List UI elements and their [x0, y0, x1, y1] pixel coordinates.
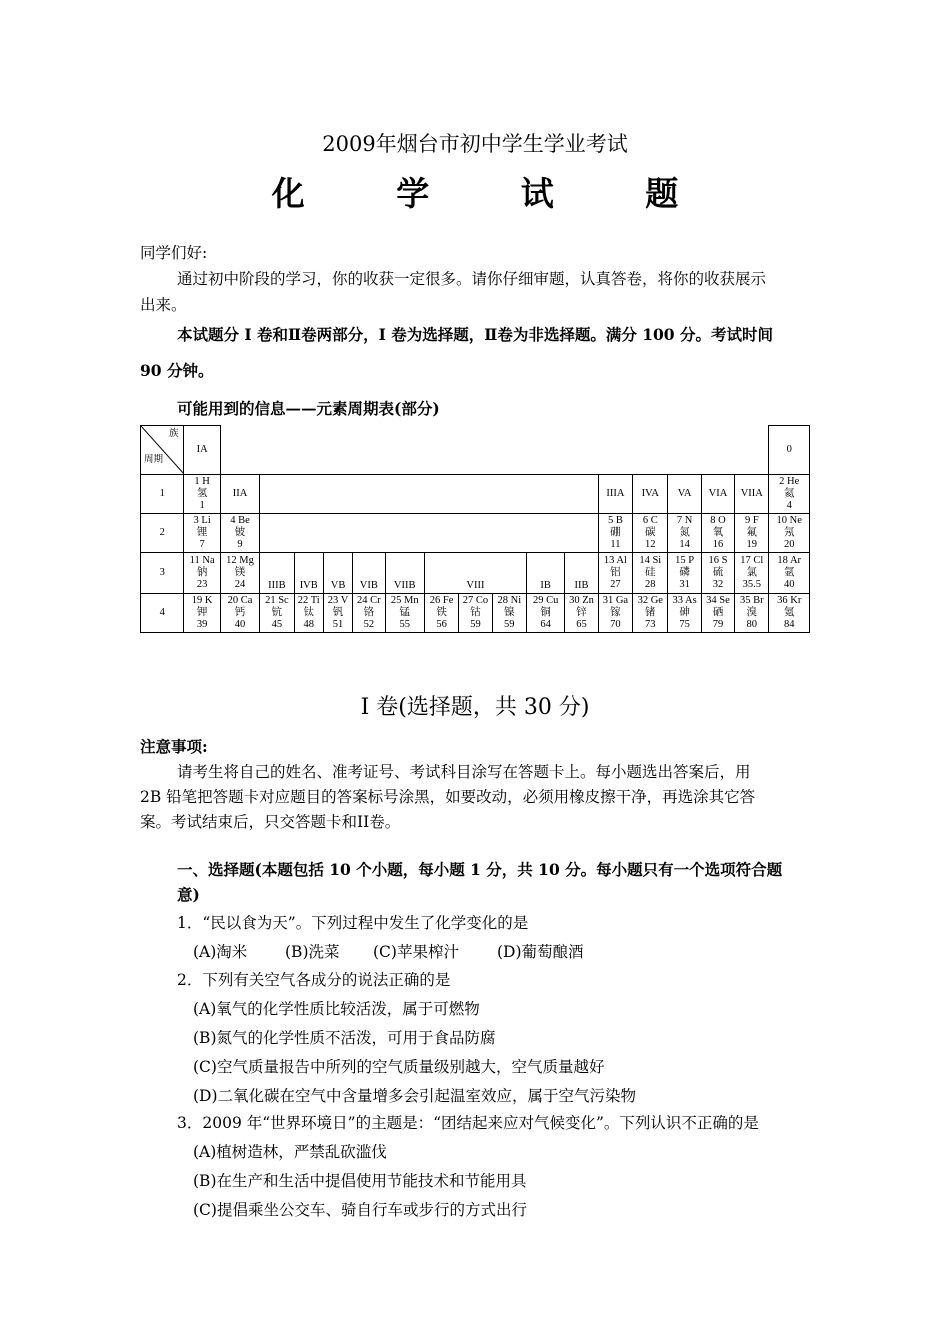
element-Se: 34 Se 硒 79 — [701, 594, 734, 633]
intro-paragraph-1-cont: 出来。 — [140, 296, 187, 314]
group-label-VIII: VIII — [424, 553, 526, 594]
element-Kr: 36 Kr 氪 84 — [769, 594, 810, 633]
period-3-label: 3 — [141, 553, 184, 594]
notice-heading: 注意事项: — [140, 737, 208, 756]
element-Ge: 32 Ge 锗 73 — [633, 594, 668, 633]
question-2-stem: 2．下列有关空气各成分的说法正确的是 — [177, 971, 451, 989]
element-He: 2 He 氦 4 — [769, 475, 810, 514]
element-Mn: 25 Mn 锰 55 — [385, 594, 424, 633]
exam-title: 2009年烟台市初中学生学业考试 — [322, 132, 628, 156]
question-1-option-b: (B)洗菜 — [285, 943, 340, 961]
periodic-table — [140, 425, 810, 633]
group-label-IIB: IIB — [565, 553, 598, 594]
question-1-option-c: (C)苹果榨汁 — [373, 943, 459, 961]
element-Ni: 28 Ni 镍 59 — [492, 594, 526, 633]
element-P: 15 P 磷 31 — [668, 553, 701, 594]
question-3-option-b: (B)在生产和生活中提倡使用节能技术和节能用具 — [193, 1172, 527, 1190]
element-K: 19 K 钾 39 — [184, 594, 220, 633]
group-label-IVB: IVB — [294, 553, 323, 594]
table-caption: 可能用到的信息——元素周期表(部分) — [177, 399, 440, 418]
element-Fe: 26 Fe 铁 56 — [424, 594, 458, 633]
group-label-IB: IB — [526, 553, 564, 594]
element-H: 1 H 氢 1 — [184, 475, 220, 514]
element-Mg: 12 Mg 镁 24 — [220, 553, 259, 594]
element-V: 23 V 钒 51 — [323, 594, 352, 633]
element-Li: 3 Li 锂 7 — [184, 514, 220, 553]
intro-paragraph-1: 通过初中阶段的学习，你的收获一定很多。请你仔细审题，认真答卷，将你的收获展示 — [177, 270, 767, 288]
subject-title: 化 学 试 题 — [271, 174, 719, 213]
notice-line-3: 案。考试结束后，只交答题卡和II卷。 — [140, 813, 401, 831]
intro-paragraph-2-cont: 90 分钟。 — [140, 361, 214, 380]
period-4-label: 4 — [141, 594, 184, 633]
element-C: 6 C 碳 12 — [633, 514, 668, 553]
group-label-IIIA: IIIA — [598, 475, 632, 514]
question-2-option-c: (C)空气质量报告中所列的空气质量级别越大，空气质量越好 — [193, 1058, 605, 1076]
element-Cl: 17 Cl 氯 35.5 — [735, 553, 769, 594]
question-3-option-a: (A)植树造林，严禁乱砍滥伐 — [193, 1143, 387, 1161]
element-Ga: 31 Ga 镓 70 — [598, 594, 632, 633]
notice-line-1: 请考生将自己的姓名、准考证号、考试科目涂写在答题卡上。每小题选出答案后，用 — [177, 763, 751, 781]
part-1-heading-cont: 意) — [177, 885, 200, 904]
element-Ne: 10 Ne 氖 20 — [769, 514, 810, 553]
group-label-VIIB: VIIB — [385, 553, 424, 594]
period-2-label: 2 — [141, 514, 184, 553]
element-Zn: 30 Zn 锌 65 — [565, 594, 598, 633]
element-O: 8 O 氧 16 — [701, 514, 734, 553]
question-2-option-a: (A)氧气的化学性质比较活泼，属于可燃物 — [193, 1000, 480, 1018]
element-Cu: 29 Cu 铜 64 — [526, 594, 564, 633]
element-Si: 14 Si 硅 28 — [633, 553, 668, 594]
question-2-option-d: (D)二氧化碳在空气中含量增多会引起温室效应，属于空气污染物 — [193, 1087, 637, 1105]
element-F: 9 F 氟 19 — [735, 514, 769, 553]
part-1-heading: 一、选择题(本题包括 10 个小题，每小题 1 分，共 10 分。每小题只有一个选项符合题 — [177, 860, 783, 879]
question-1-option-a: (A)淘米 — [193, 943, 248, 961]
group-label-VIB: VIB — [353, 553, 385, 594]
element-B: 5 B 硼 11 — [598, 514, 632, 553]
element-Br: 35 Br 溴 80 — [735, 594, 769, 633]
element-Co: 27 Co 钴 59 — [459, 594, 492, 633]
element-N: 7 N 氮 14 — [668, 514, 701, 553]
element-Ti: 22 Ti 钛 48 — [294, 594, 323, 633]
question-3-stem: 3．2009 年“世界环境日”的主题是：“团结起来应对气候变化”。下列认识不正确的是 — [177, 1114, 759, 1132]
group-label-VB: VB — [323, 553, 352, 594]
table-corner — [141, 426, 184, 475]
question-3-option-c: (C)提倡乘坐公交车、骑自行车或步行的方式出行 — [193, 1201, 527, 1219]
group-label-IIA: IIA — [220, 475, 259, 514]
element-Ar: 18 Ar 氩 40 — [769, 553, 810, 594]
intro-paragraph-2: 本试题分 I 卷和Ⅱ卷两部分，I 卷为选择题，Ⅱ卷为非选择题。满分 100 分。考试时间 — [177, 325, 773, 344]
group-label-0: 0 — [769, 426, 810, 475]
element-Cr: 24 Cr 铬 52 — [353, 594, 385, 633]
group-label-VA: VA — [668, 475, 701, 514]
element-Na: 11 Na 钠 23 — [184, 553, 220, 594]
notice-line-2: 2B 铅笔把答题卡对应题目的答案标号涂黑，如要改动，必须用橡皮擦干净，再选涂其它答 — [140, 788, 756, 806]
question-2-option-b: (B)氮气的化学性质不活泼，可用于食品防腐 — [193, 1029, 496, 1047]
group-label-VIIA: VIIA — [735, 475, 769, 514]
element-Sc: 21 Sc 钪 45 — [260, 594, 294, 633]
corner-period-label: 周期 — [144, 454, 164, 465]
element-As: 33 As 砷 75 — [668, 594, 701, 633]
element-Ca: 20 Ca 钙 40 — [220, 594, 259, 633]
element-Al: 13 Al 铝 27 — [598, 553, 632, 594]
element-S: 16 S 硫 32 — [701, 553, 734, 594]
greeting: 同学们好: — [140, 244, 208, 262]
group-label-IIIB: IIIB — [260, 553, 294, 594]
group-label-IVA: IVA — [633, 475, 668, 514]
group-label-VIA: VIA — [701, 475, 734, 514]
question-1-option-d: (D)葡萄酿酒 — [497, 943, 584, 961]
section-1-title: I 卷(选择题，共 30 分) — [360, 695, 590, 720]
period-1-label: 1 — [141, 475, 184, 514]
group-label-IA: IA — [184, 426, 220, 475]
element-Be: 4 Be 铍 9 — [220, 514, 259, 553]
question-1-stem: 1．“民以食为天”。下列过程中发生了化学变化的是 — [177, 914, 529, 932]
corner-group-label: 族 — [168, 429, 179, 439]
